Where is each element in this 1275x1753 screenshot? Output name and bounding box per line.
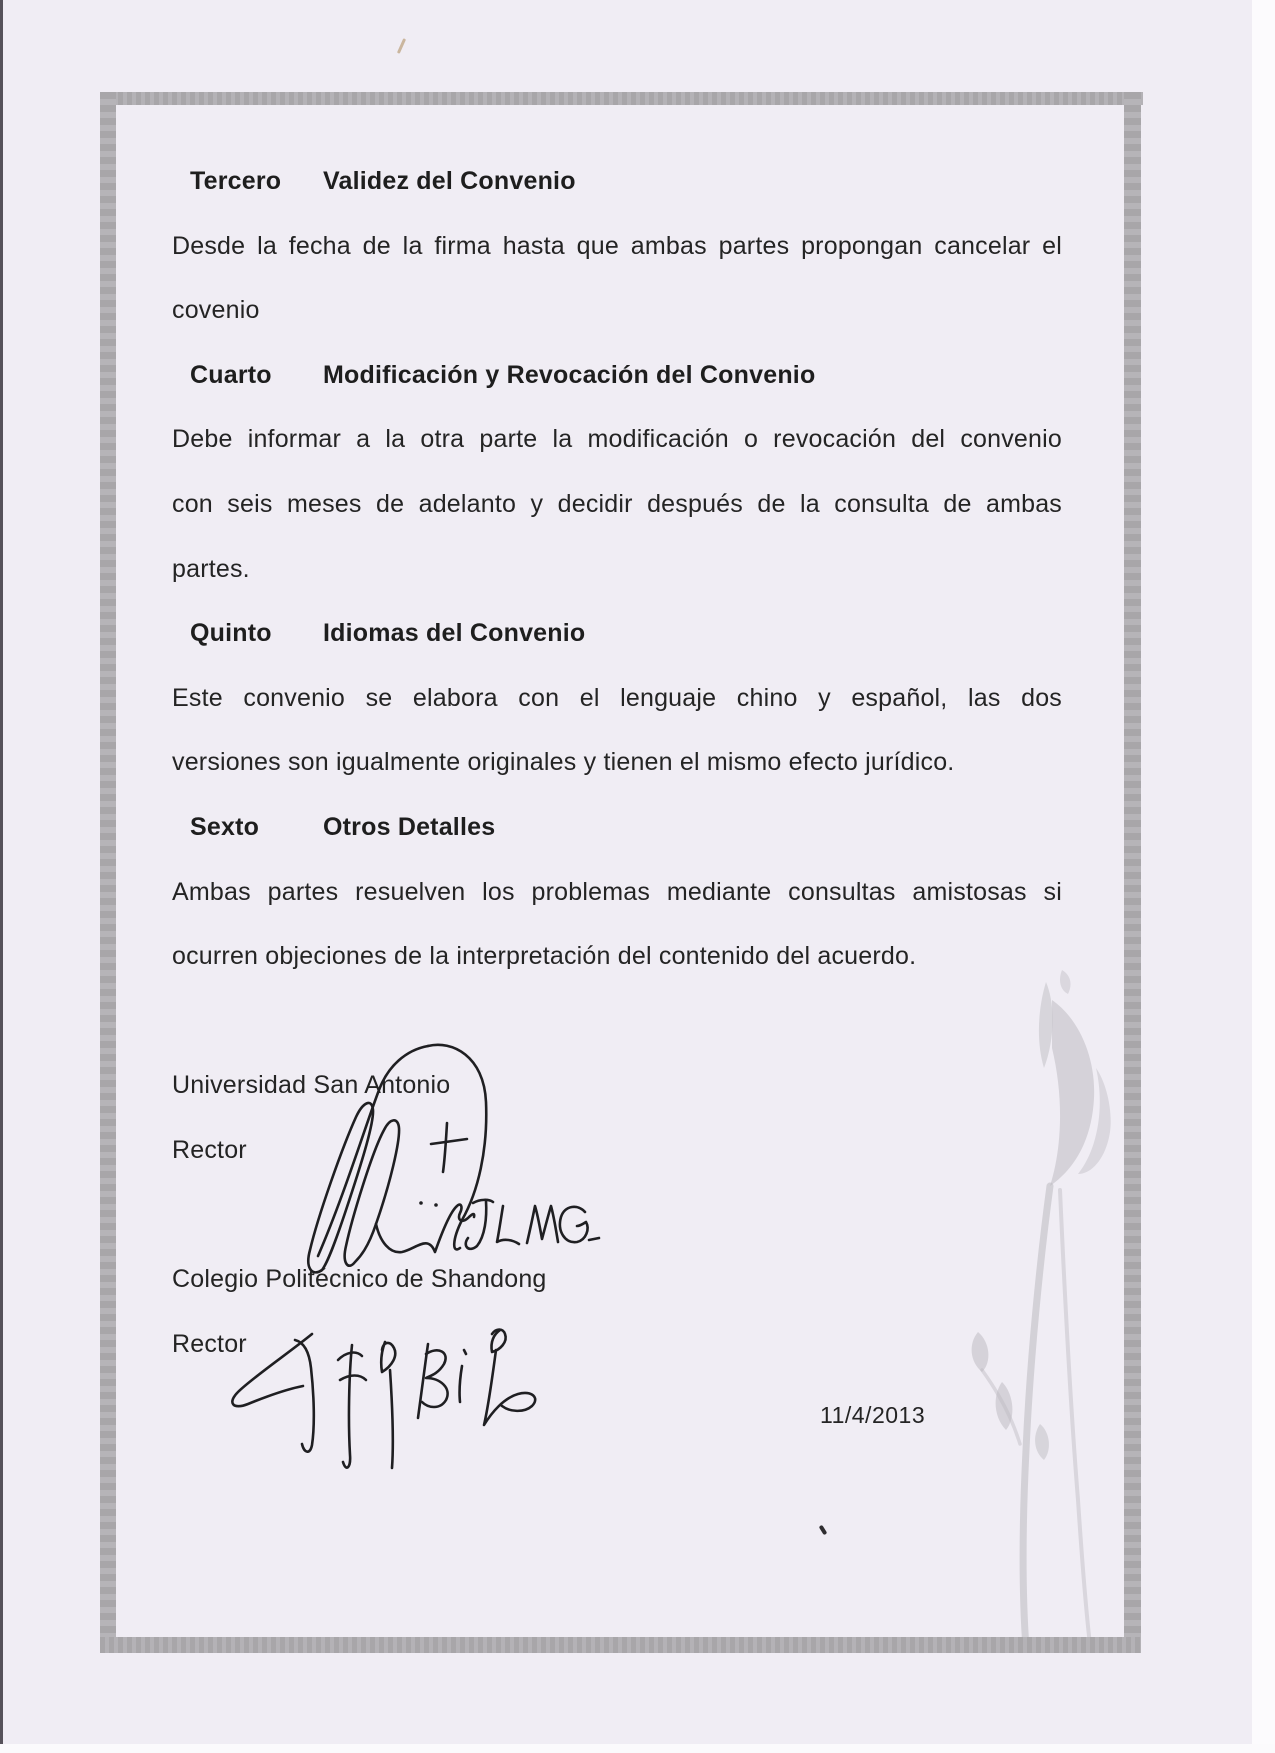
handwritten-initials-jlmg [466,1200,599,1249]
scan-edge-left [0,0,3,1753]
border-frame-left [100,92,116,1652]
scan-edge-bottom [0,1744,1275,1753]
body-line: Debe informar a la otra parte la modificación o revocación del convenio [172,425,1062,454]
section-heading [172,343,1062,408]
section-heading [172,795,1062,860]
border-frame-right [1124,92,1141,1652]
border-frame-top [100,92,1143,105]
scan-artifact-slash [397,38,406,54]
section-title: Idiomas del Convenio [323,619,586,648]
body-line: Este convenio se elabora con el lenguaje chino y español, las dos [172,683,1062,712]
signatory-role: Rector [172,1329,247,1358]
section-heading [172,149,1062,214]
section-heading [172,601,1062,666]
section-title: Validez del Convenio [323,167,576,195]
section-label: Quinto [190,619,272,648]
handwritten-signature-universidad [300,1040,610,1290]
body-line: Ambas partes resuelven los problemas mediante consultas amistosas si [172,877,1062,906]
handwritten-signature-colegio [225,1322,555,1482]
body-line: con seis meses de adelanto y decidir después de la consulta de ambas [172,489,1062,518]
section-title: Otros Detalles [323,812,496,841]
section-label: Cuarto [190,360,272,389]
signatory-role: Rector [172,1135,247,1164]
border-frame-bottom [100,1637,1141,1653]
signatory-organization: Colegio Politécnico de Shandong [172,1265,547,1294]
body-line: partes. [172,554,250,583]
body-line: ocurren objeciones de la interpretación del contenido del acuerdo. [172,942,917,971]
date-text: 11/4/2013 [820,1402,926,1428]
scan-edge-right [1252,0,1275,1753]
section-label: Sexto [190,812,260,841]
cross-mark [431,1123,467,1172]
body-line: versiones son igualmente originales y tienen el mismo efecto jurídico. [172,748,955,777]
body-line: Desde la fecha de la firma hasta que ambas partes propongan cancelar el [172,231,1062,260]
body-line: covenio [172,296,260,325]
signatory-organization: Universidad San Antonio [172,1071,451,1100]
section-title: Modificación y Revocación del Convenio [323,360,816,389]
scan-artifact-tick [819,1525,828,1536]
section-label: Tercero [190,167,282,195]
